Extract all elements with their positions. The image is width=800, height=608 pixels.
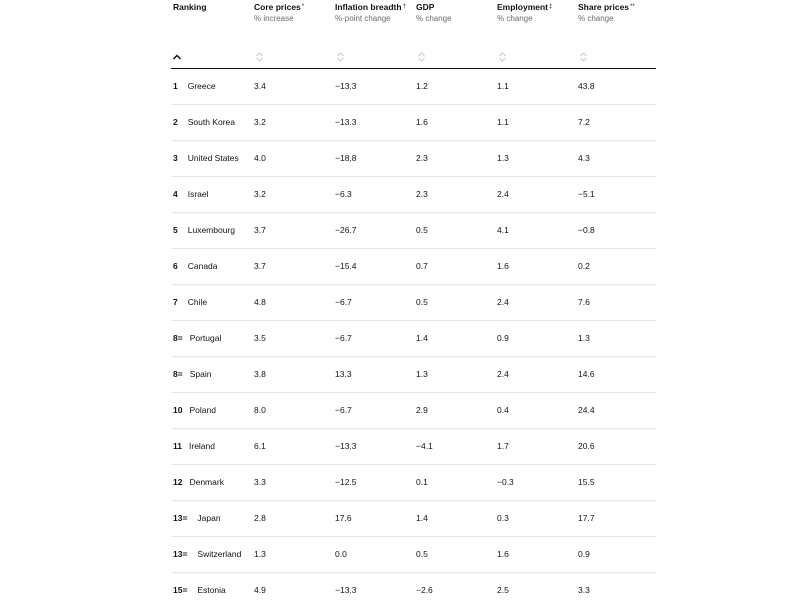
employment-cell: 1.7: [497, 441, 509, 451]
inflation-cell: −13.3: [335, 441, 357, 451]
table-row: [171, 249, 656, 285]
country-name: Denmark: [189, 477, 224, 487]
gdp-cell: 1.6: [416, 117, 428, 127]
employment-cell: −0.3: [497, 477, 514, 487]
gdp-cell: 1.4: [416, 333, 428, 343]
share-cell: 7.2: [578, 117, 590, 127]
core-cell: 3.2: [254, 117, 266, 127]
table-row: [171, 429, 656, 465]
header-ranking-title: Ranking: [173, 2, 207, 12]
core-cell: 4.0: [254, 153, 266, 163]
header-employment-mark: ‡: [549, 4, 553, 10]
header-core-sub: % increase: [254, 14, 294, 23]
rank-number: 13=: [173, 549, 188, 559]
share-cell: 0.9: [578, 549, 590, 559]
gdp-cell: 1.3: [416, 369, 428, 379]
inflation-cell: −6.7: [335, 297, 352, 307]
country-name: South Korea: [187, 117, 235, 127]
share-cell: 24.4: [578, 405, 595, 415]
core-cell: 2.8: [254, 513, 266, 523]
rank-number: 13=: [173, 513, 188, 523]
rank-number: 10: [173, 405, 183, 415]
core-cell: 6.1: [254, 441, 266, 451]
inflation-cell: −13.3: [335, 117, 357, 127]
inflation-cell: 0.0: [335, 549, 347, 559]
inflation-cell: −12.5: [335, 477, 357, 487]
core-cell: 3.3: [254, 477, 266, 487]
gdp-cell: −2.6: [416, 585, 433, 595]
header-share-sub: % change: [578, 14, 614, 23]
core-cell: 3.2: [254, 189, 266, 199]
rank-number: 1: [173, 81, 178, 91]
employment-cell: 2.4: [497, 189, 509, 199]
country-name: Japan: [197, 513, 221, 523]
rank-cell: [173, 189, 209, 200]
gdp-cell: 2.9: [416, 405, 428, 415]
rank-cell: [173, 153, 239, 164]
inflation-cell: −6.7: [335, 333, 352, 343]
gdp-cell: 1.4: [416, 513, 428, 523]
sort-arrows-icon[interactable]: [255, 50, 264, 62]
inflation-cell: −6.3: [335, 189, 352, 199]
core-cell: 4.8: [254, 297, 266, 307]
gdp-cell: 0.5: [416, 225, 428, 235]
core-cell: 4.9: [254, 585, 266, 595]
employment-cell: 1.6: [497, 261, 509, 271]
gdp-cell: 0.5: [416, 549, 428, 559]
gdp-cell: 2.3: [416, 153, 428, 163]
country-name: Spain: [189, 369, 212, 379]
share-cell: 1.3: [578, 333, 590, 343]
country-name: Poland: [189, 405, 216, 415]
employment-cell: 4.1: [497, 225, 509, 235]
country-name: Greece: [187, 81, 216, 91]
rank-cell: [173, 549, 241, 560]
share-cell: 4.3: [578, 153, 590, 163]
inflation-cell: 13.3: [335, 369, 352, 379]
rank-number: 3: [173, 153, 178, 163]
gdp-cell: 0.1: [416, 477, 428, 487]
ranking-table: [171, 0, 656, 608]
rank-number: 7: [173, 297, 178, 307]
inflation-cell: −18.8: [335, 153, 357, 163]
inflation-cell: −6.7: [335, 405, 352, 415]
rank-cell: [173, 477, 224, 488]
table-row: [171, 321, 656, 357]
gdp-cell: 0.7: [416, 261, 428, 271]
table-body: [171, 69, 656, 608]
core-cell: 8.0: [254, 405, 266, 415]
table-row: [171, 105, 656, 141]
share-cell: −0.8: [578, 225, 595, 235]
country-name: Estonia: [197, 585, 226, 595]
table-row: [171, 177, 656, 213]
rank-cell: [173, 297, 207, 308]
header-share-title: Share prices: [578, 2, 630, 12]
gdp-cell: −4.1: [416, 441, 433, 451]
table-row: [171, 357, 656, 393]
table-row: [171, 537, 656, 573]
header-ranking[interactable]: [173, 2, 207, 13]
rank-cell: [173, 333, 221, 344]
rank-number: 8=: [173, 369, 183, 379]
inflation-cell: −13.3: [335, 585, 357, 595]
country-name: Canada: [187, 261, 218, 271]
share-cell: 20.6: [578, 441, 595, 451]
rank-cell: [173, 513, 221, 524]
header-share-mark: **: [630, 4, 635, 10]
gdp-cell: 2.3: [416, 189, 428, 199]
employment-cell: 2.5: [497, 585, 509, 595]
header-core-prices[interactable]: [254, 2, 304, 25]
rank-number: 4: [173, 189, 178, 199]
country-name: Portugal: [189, 333, 222, 343]
inflation-cell: 17.6: [335, 513, 352, 523]
table-row: [171, 69, 656, 105]
share-cell: −5.1: [578, 189, 595, 199]
share-cell: 3.3: [578, 585, 590, 595]
rank-number: 6: [173, 261, 178, 271]
core-cell: 3.7: [254, 225, 266, 235]
employment-cell: 0.4: [497, 405, 509, 415]
share-cell: 17.7: [578, 513, 595, 523]
header-employment-title: Employment: [497, 2, 549, 12]
rank-number: 2: [173, 117, 178, 127]
header-inflation-sub: %-point change: [335, 14, 391, 23]
rank-number: 12: [173, 477, 183, 487]
rank-number: 11: [173, 441, 182, 451]
rank-number: 8=: [173, 333, 183, 343]
header-share-prices[interactable]: [578, 2, 635, 25]
chevron-up-icon[interactable]: [172, 48, 182, 56]
employment-cell: 0.3: [497, 513, 509, 523]
rank-cell: [173, 225, 235, 236]
country-name: Israel: [187, 189, 209, 199]
sort-arrows-icon[interactable]: [579, 50, 588, 62]
country-name: Luxembourg: [187, 225, 235, 235]
core-cell: 1.3: [254, 549, 266, 559]
header-inflation-breadth[interactable]: [335, 2, 406, 25]
country-name: Switzerland: [197, 549, 242, 559]
rank-cell: [173, 81, 216, 92]
share-cell: 15.5: [578, 477, 595, 487]
rank-cell: [173, 261, 218, 272]
share-cell: 14.6: [578, 369, 595, 379]
sort-arrows-icon[interactable]: [498, 50, 507, 62]
rank-cell: [173, 405, 216, 416]
header-inflation-mark: †: [402, 4, 406, 10]
core-cell: 3.7: [254, 261, 266, 271]
header-inflation-title: Inflation breadth: [335, 2, 402, 12]
share-cell: 43.8: [578, 81, 595, 91]
core-cell: 3.5: [254, 333, 266, 343]
table-row: [171, 213, 656, 249]
sort-arrows-icon[interactable]: [417, 50, 426, 62]
table-row: [171, 393, 656, 429]
employment-cell: 2.4: [497, 297, 509, 307]
table-row: [171, 501, 656, 537]
rank-number: 5: [173, 225, 178, 235]
gdp-cell: 1.2: [416, 81, 428, 91]
sort-arrows-icon[interactable]: [336, 50, 345, 62]
table-header: [171, 0, 656, 69]
inflation-cell: −26.7: [335, 225, 357, 235]
rank-cell: [173, 117, 235, 128]
country-name: Ireland: [189, 441, 215, 451]
rank-cell: [173, 585, 226, 596]
header-gdp[interactable]: [416, 2, 452, 25]
gdp-cell: 0.5: [416, 297, 428, 307]
core-cell: 3.4: [254, 81, 266, 91]
employment-cell: 1.1: [497, 117, 509, 127]
rank-cell: [173, 441, 215, 452]
share-cell: 7.6: [578, 297, 590, 307]
inflation-cell: −13.3: [335, 81, 357, 91]
employment-cell: 0.9: [497, 333, 509, 343]
table-row: [171, 573, 656, 608]
header-employment-sub: % change: [497, 14, 533, 23]
table-row: [171, 465, 656, 501]
rank-number: 15=: [173, 585, 188, 595]
core-cell: 3.8: [254, 369, 266, 379]
header-core-title: Core prices: [254, 2, 301, 12]
table-row: [171, 285, 656, 321]
inflation-cell: −15.4: [335, 261, 357, 271]
country-name: Chile: [187, 297, 208, 307]
header-employment[interactable]: [497, 2, 552, 25]
rank-cell: [173, 369, 211, 380]
table-row: [171, 141, 656, 177]
employment-cell: 2.4: [497, 369, 509, 379]
header-gdp-sub: % change: [416, 14, 452, 23]
employment-cell: 1.1: [497, 81, 509, 91]
header-gdp-title: GDP: [416, 2, 435, 12]
header-core-mark: *: [301, 4, 305, 10]
share-cell: 0.2: [578, 261, 590, 271]
country-name: United States: [187, 153, 239, 163]
employment-cell: 1.3: [497, 153, 509, 163]
employment-cell: 1.6: [497, 549, 509, 559]
